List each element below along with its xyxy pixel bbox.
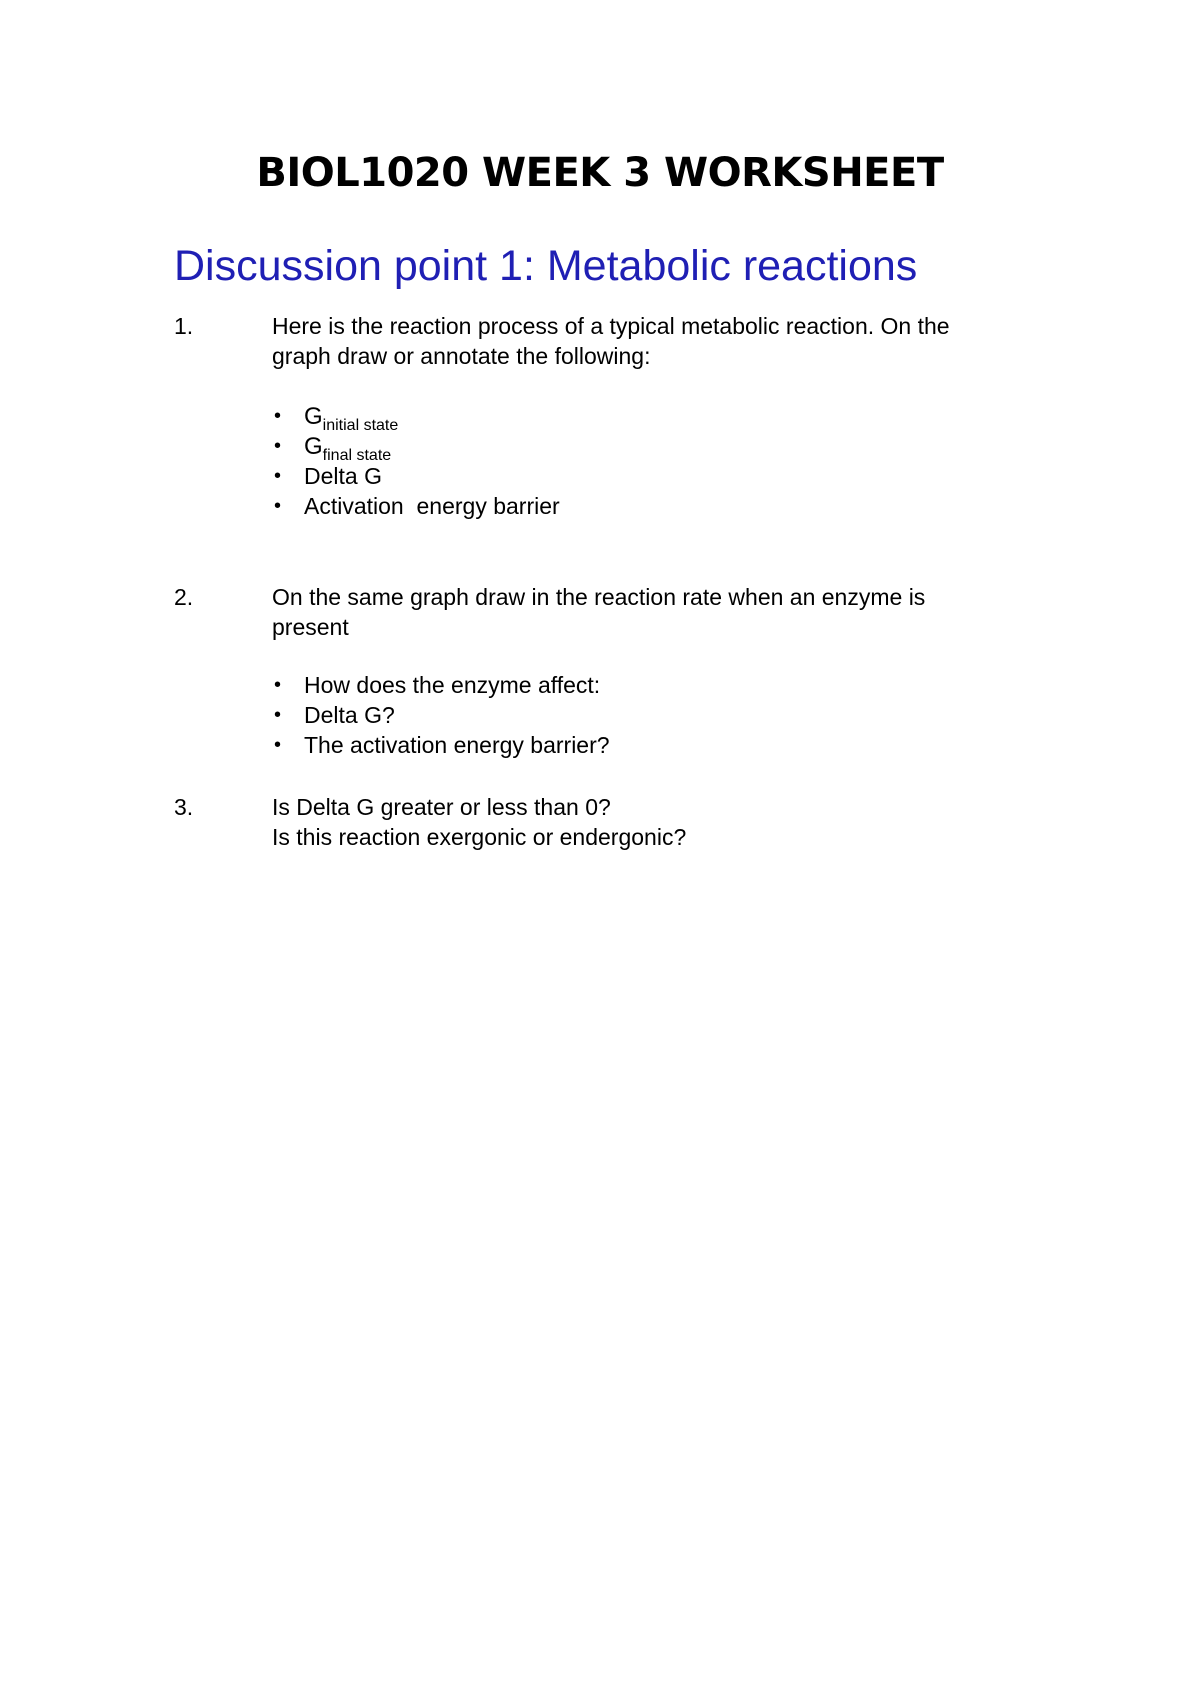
bullet-icon: • [274,435,282,457]
question-text-line: Here is the reaction process of a typical metabolic reaction. On the [272,313,950,339]
question-text-line: present [272,614,349,640]
bullet-list [272,670,610,760]
question-number: 2. [174,584,194,610]
bullet-text: Delta G [304,463,382,489]
bullet-item-g-final [272,431,560,464]
question-number: 1. [174,313,194,339]
bullet-item-delta-g [272,700,610,730]
bullet-text: How does the enzyme affect: [304,672,601,698]
bullet-icon: • [274,495,282,517]
question-text [272,792,1032,852]
g-symbol: G [304,403,323,430]
bullet-text: The activation energy barrier? [304,732,610,758]
section-heading: Discussion point 1: Metabolic reactions [174,242,918,290]
question-number: 3. [174,794,194,820]
question-text-line: On the same graph draw in the reaction rate when an enzyme is [272,584,926,610]
bullet-item-activation-barrier [272,730,610,760]
bullet-text: Activation energy barrier [304,493,560,519]
document-title: BIOL1020 WEEK 3 WORKSHEET [256,150,944,196]
g-subscript: final state [322,447,392,464]
bullet-item-activation-energy [272,491,560,521]
bullet-icon: • [274,674,282,696]
g-symbol: G [304,433,323,460]
g-subscript: initial state [322,417,399,434]
bullet-item-enzyme-affect [272,670,610,700]
bullet-text: Delta G? [304,702,395,728]
question-text [272,311,1032,371]
bullet-list [272,401,560,521]
bullet-icon: • [274,465,282,487]
question-text [272,582,1032,642]
question-text-line: graph draw or annotate the following: [272,343,651,369]
question-text-line: Is this reaction exergonic or endergonic? [272,824,687,850]
bullet-icon: • [274,405,282,427]
bullet-icon: • [274,704,282,726]
bullet-icon: • [274,734,282,756]
question-text-line: Is Delta G greater or less than 0? [272,794,611,820]
bullet-item-g-initial [272,401,560,434]
bullet-item-delta-g [272,461,560,491]
